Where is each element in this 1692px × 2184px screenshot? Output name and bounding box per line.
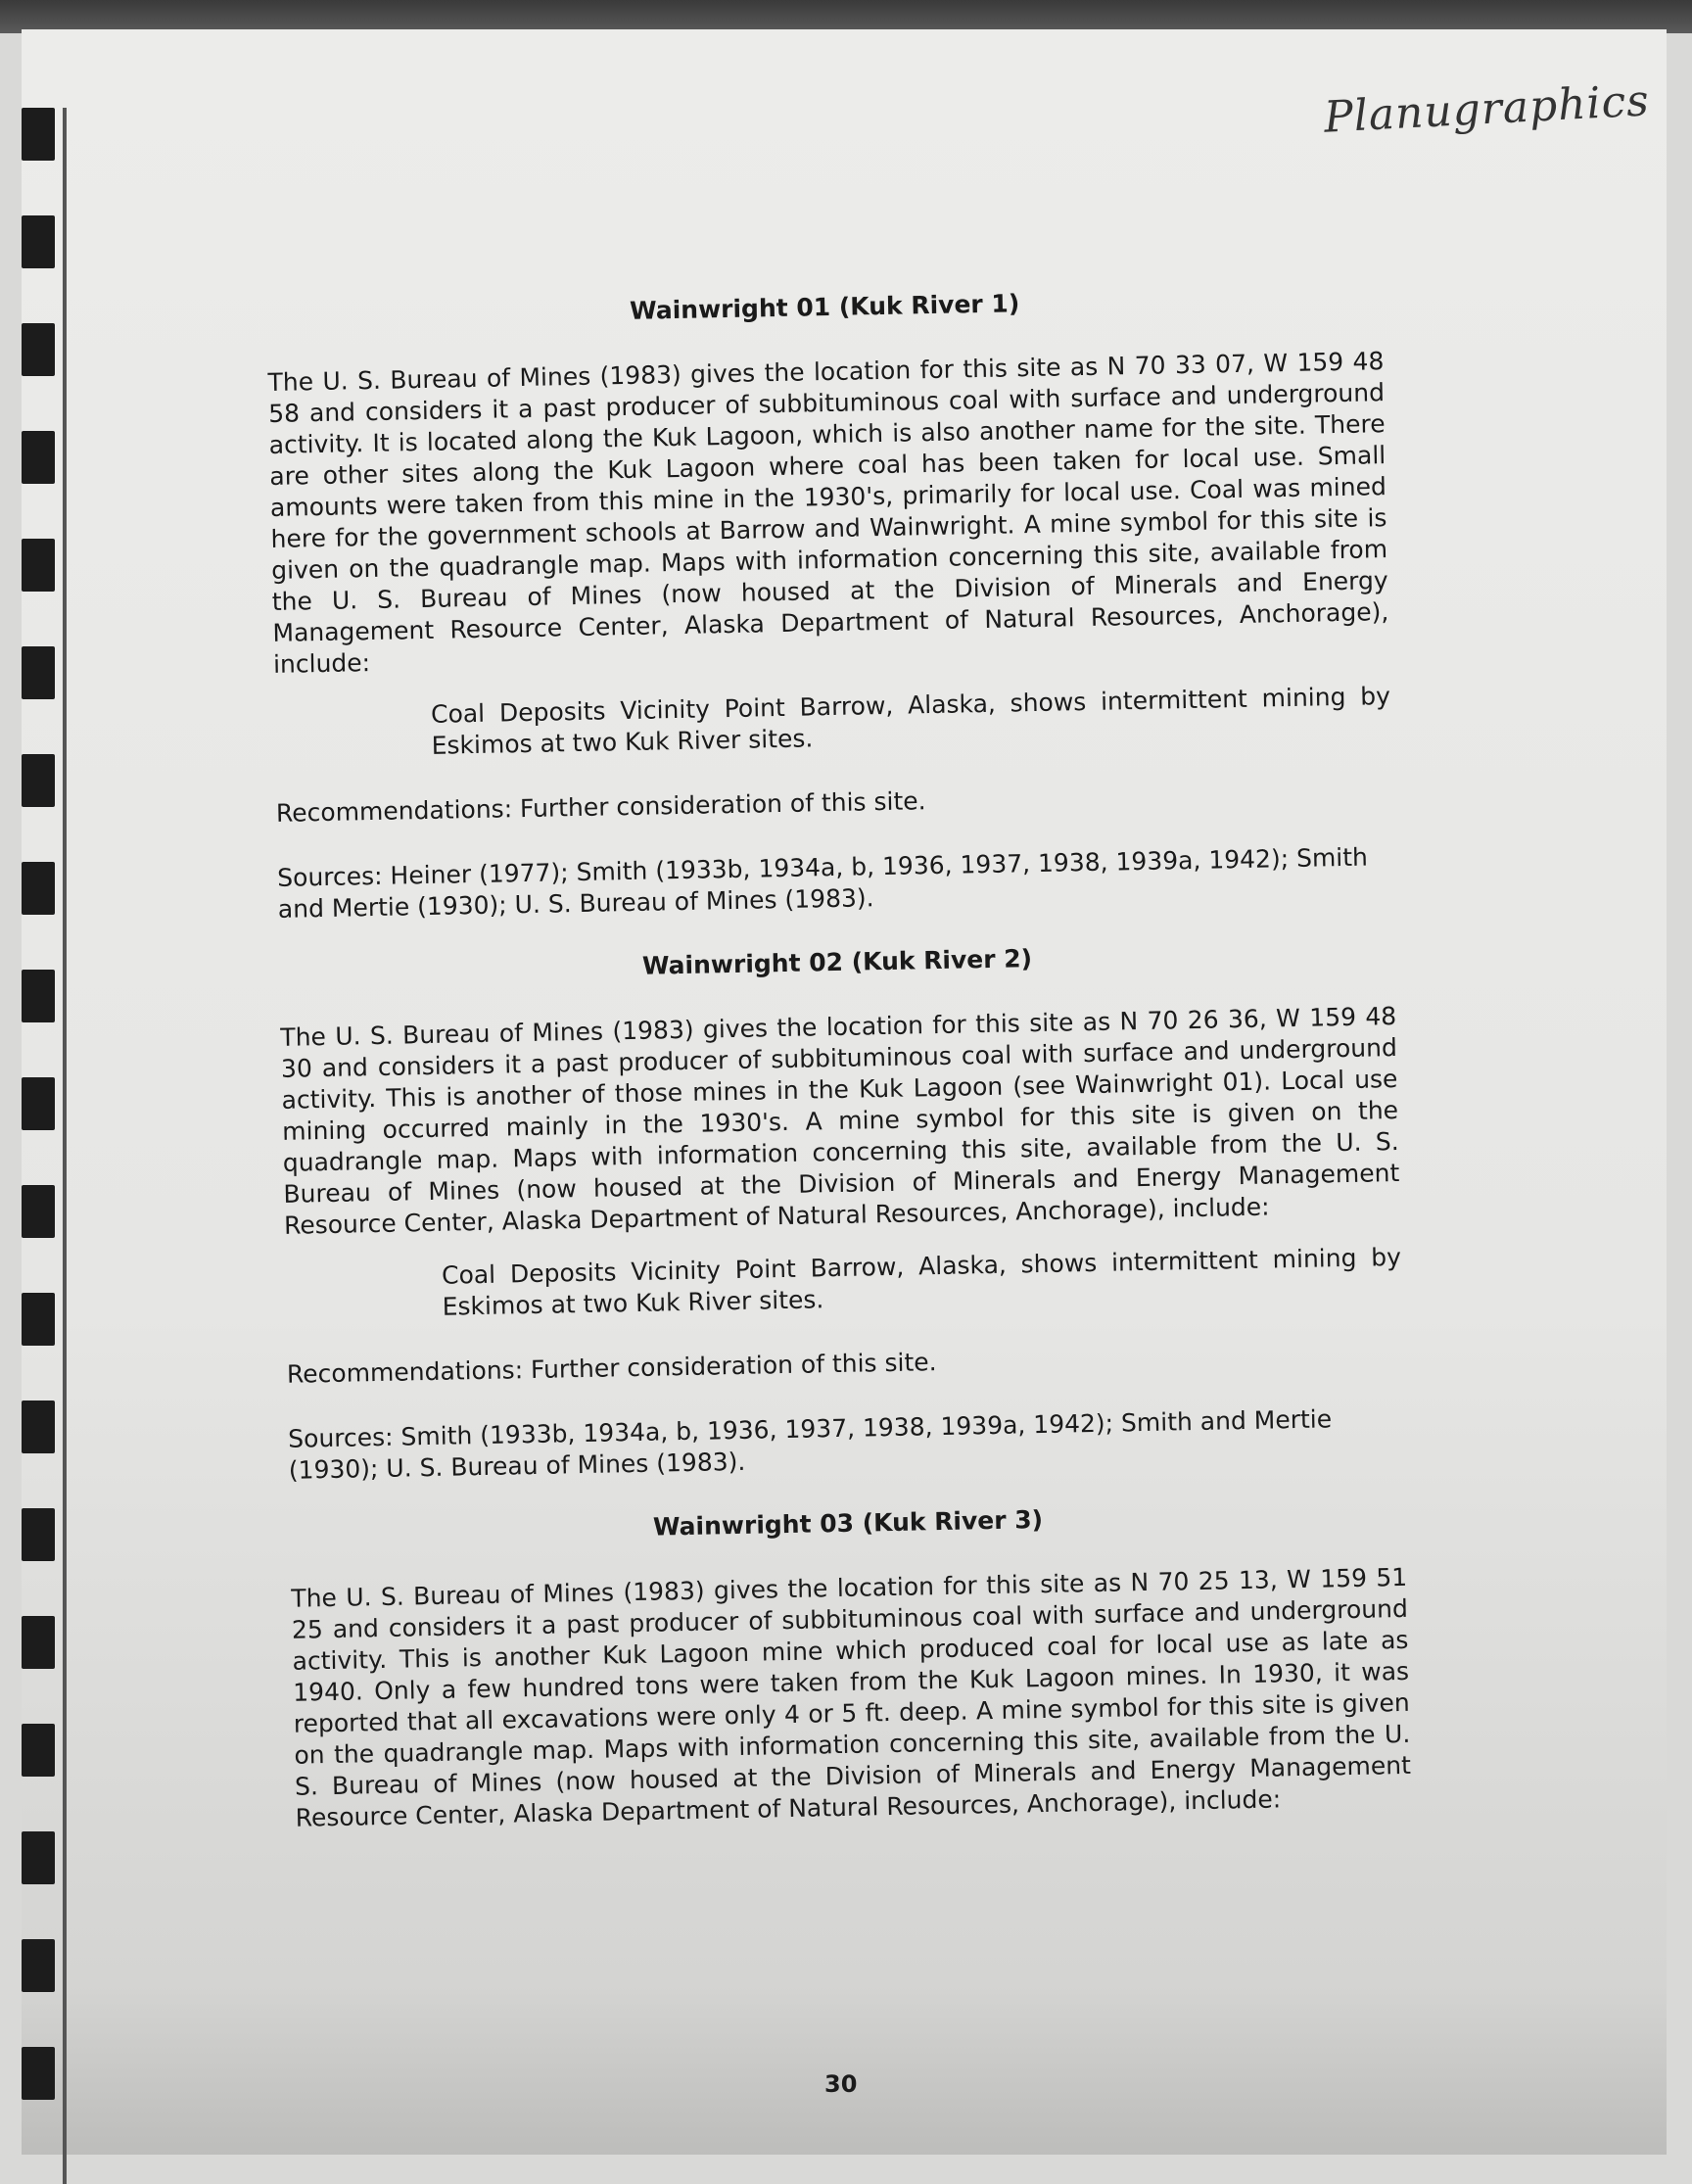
document-body: [266, 282, 1412, 1868]
binding-tab: [22, 1077, 55, 1130]
binding-tab: [22, 1616, 55, 1669]
binding-tab: [22, 646, 55, 699]
section-description: The U. S. Bureau of Mines (1983) gives the location for this site as N 70 33 07, W 159 48 58 and considers it a past producer of subbituminous coal with surface and underground activity. It is located along the Kuk Lagoon, which is also another name for the site. There are other sites along the Kuk Lagoon where coal has been taken for local use. Small amounts were taken from this mine in the 1930's, primarily for local use. Coal was mined here for the government schools at Barrow and Wainwright. A mine symbol for this site is given on the quadrangle map. Maps with information concerning this site, available from the U. S. Bureau of Mines (now housed at the Division of Minerals and Energy Management Resource Center, Alaska Department of Natural Resources, Anchorage), include:: [267, 347, 1389, 679]
map-reference: Coal Deposits Vicinity Point Barrow, Alaska, shows intermittent mining by Eskimos at two Kuk River sites.: [441, 1242, 1402, 1321]
scan-top-edge: [0, 0, 1692, 33]
recommendations: Recommendations: Further consideration of this site.: [286, 1348, 937, 1389]
binding-tab: [22, 1293, 55, 1346]
page-number: 30: [824, 2070, 858, 2098]
binding-tab: [22, 970, 55, 1022]
binding-rail: [63, 108, 67, 2184]
binding-tab: [22, 108, 55, 161]
spiral-binding: [22, 108, 80, 2184]
binding-tab: [22, 2047, 55, 2100]
site-section-wainwright-03: [290, 1498, 1412, 1834]
binding-tab: [22, 1939, 55, 1992]
section-description: The U. S. Bureau of Mines (1983) gives the location for this site as N 70 26 36, W 159 48 30 and considers it a past producer of subbituminous coal with surface and underground activity. This is another of those mines in the Kuk Lagoon (see Wainwright 01). Local use mining occurred mainly in the 1930's. A mine symbol for this site is given on the quadrangle map. Maps with information concerning this site, available from the U. S. Bureau of Mines (now housed at the Division of Minerals and Energy Management Resource Center, Alaska Department of Natural Resources, Anchorage), include:: [280, 1001, 1400, 1240]
binding-tab: [22, 1508, 55, 1561]
binding-tab: [22, 1724, 55, 1777]
binding-tab: [22, 323, 55, 376]
site-section-wainwright-02: [279, 937, 1405, 1487]
binding-tab: [22, 1401, 55, 1453]
binding-tab: [22, 215, 55, 268]
section-description: The U. S. Bureau of Mines (1983) gives the location for this site as N 70 25 13, W 159 51 25 and considers it a past producer of subbituminous coal with surface and underground activity. This is another Kuk Lagoon mine which produced coal for local use as late as 1940. Only a few hundred tons were taken from the Kuk Lagoon mines. In 1930, it was reported that all excavations were only 4 or 5 ft. deep. A mine symbol for this site is given on the quadrangle map. Maps with information concerning this site, available from the U. S. Bureau of Mines (now housed at the Division of Minerals and Energy Management Resource Center, Alaska Department of Natural Resources, Anchorage), include:: [291, 1562, 1412, 1832]
recommendations: Recommendations: Further consideration of this site.: [275, 786, 926, 828]
section-heading: Wainwright 01 (Kuk River 1): [629, 289, 1020, 325]
binding-tab: [22, 431, 55, 484]
site-section-wainwright-01: [266, 282, 1394, 926]
sources: Sources: Smith (1933b, 1934a, b, 1936, 1937, 1938, 1939a, 1942); Smith and Mertie (1930); U. S. Bureau of Mines (1983).: [287, 1404, 1333, 1485]
binding-tab: [22, 539, 55, 592]
handwritten-annotation: Planugraphics: [1322, 75, 1651, 143]
sources: Sources: Heiner (1977); Smith (1933b, 1934a, b, 1936, 1937, 1938, 1939a, 1942); Smith and Mertie (1930); U. S. Bureau of Mines (1983).: [276, 842, 1369, 924]
map-reference: Coal Deposits Vicinity Point Barrow, Alaska, shows intermittent mining by Eskimos at two Kuk River sites.: [430, 682, 1391, 760]
binding-tab: [22, 862, 55, 915]
section-heading: Wainwright 03 (Kuk River 3): [652, 1505, 1044, 1542]
binding-tab: [22, 1185, 55, 1238]
document-page: [22, 29, 1667, 2155]
binding-tab: [22, 754, 55, 807]
binding-tab: [22, 1831, 55, 1884]
section-heading: Wainwright 02 (Kuk River 2): [641, 944, 1033, 980]
